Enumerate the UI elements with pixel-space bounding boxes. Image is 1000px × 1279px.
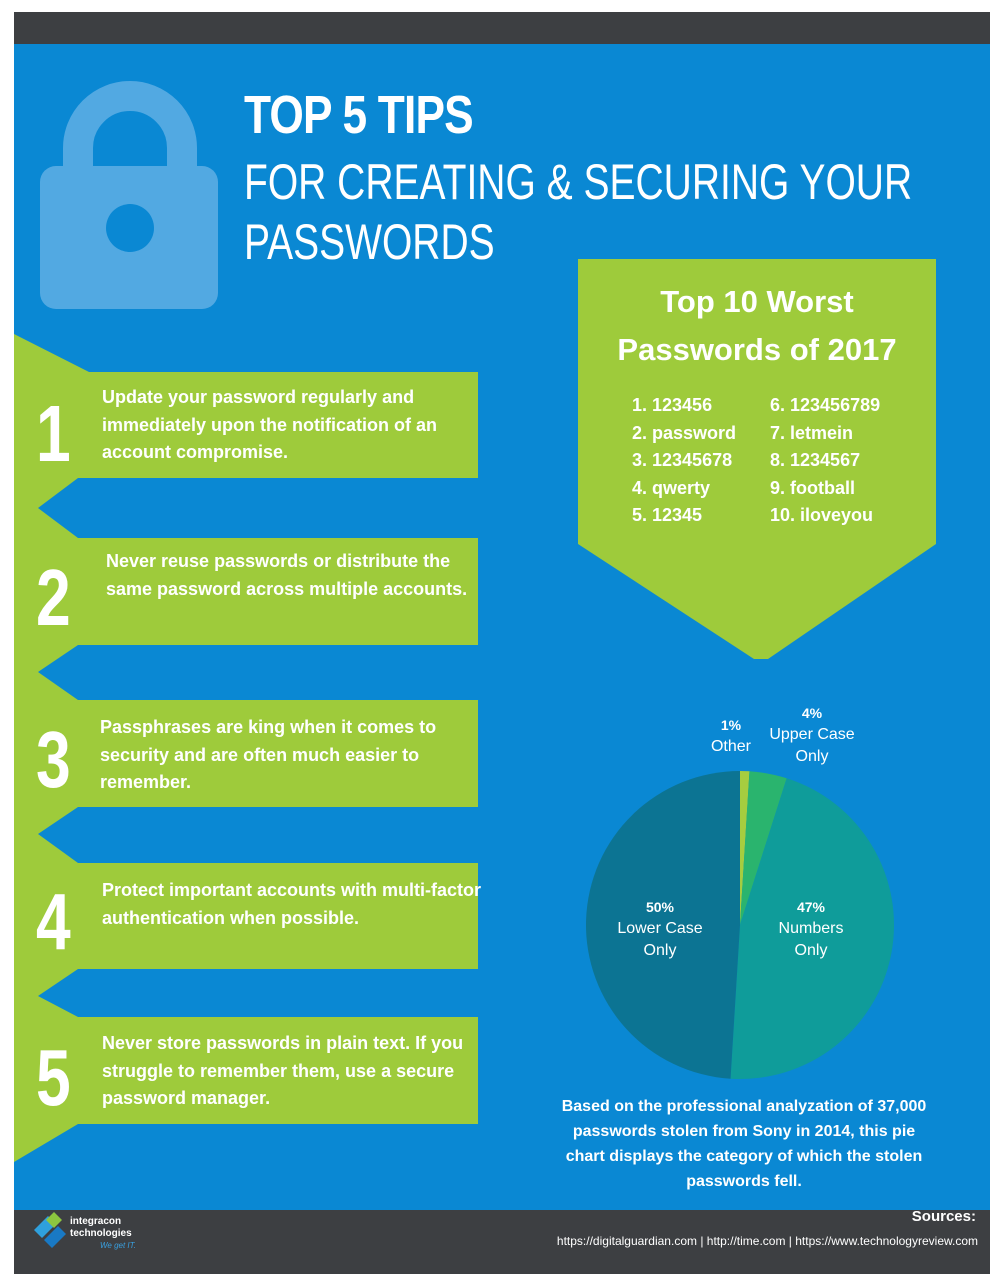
subtitle-line-1: FOR CREATING & SECURING YOUR	[244, 154, 913, 210]
tip-text-2: Never reuse passwords or distribute the same password across multiple accounts.	[106, 551, 468, 599]
slice-name: Numbers Only	[778, 920, 844, 959]
page-title: TOP 5 TIPS	[244, 85, 473, 145]
integracon-logo-icon	[30, 1210, 70, 1250]
slice-name: Lower Case Only	[617, 920, 703, 959]
logo-name-line-1: integracon	[70, 1216, 122, 1227]
worst-title-line-2: Passwords of 2017	[617, 332, 897, 367]
worst-item: 8. 1234567	[770, 450, 861, 470]
worst-item: 7. letmein	[770, 422, 854, 443]
slice-name: Other	[710, 738, 751, 755]
worst-item: 9. football	[770, 477, 855, 498]
slice-pct: 47%	[796, 899, 826, 915]
tip-text-4: Protect important accounts with multi-factor authentication when possible.	[102, 880, 482, 928]
slice-label-other	[702, 714, 760, 758]
tip-number-5: 5	[36, 1033, 71, 1122]
slice-pct: 1%	[720, 717, 742, 733]
worst-item: 3. 12345678	[632, 450, 733, 470]
slice-pct: 50%	[645, 899, 675, 915]
logo-tagline: We get IT.	[100, 1241, 137, 1250]
tip-text-3: Passphrases are king when it comes to security and are often much easier to remember.	[100, 717, 437, 792]
chart-caption: Based on the professional analyzation of 37,000 passwords stolen from Sony in 2014, this pie chart displays the category of which the stolen passwords fell.	[561, 1098, 927, 1190]
worst-title-line-1: Top 10 Worst	[660, 284, 854, 319]
worst-item: 5. 12345	[632, 505, 703, 525]
tip-number-3: 3	[36, 715, 71, 804]
worst-item: 6. 123456789	[770, 395, 881, 415]
worst-item: 1. 123456	[632, 395, 713, 415]
logo-name-line-2: technologies	[70, 1228, 132, 1239]
worst-item: 4. qwerty	[632, 477, 711, 498]
tip-text-5: Never store passwords in plain text. If you struggle to remember them, use a secure password manager.	[102, 1033, 464, 1108]
tip-number-2: 2	[36, 553, 71, 642]
logo-name	[70, 1216, 132, 1240]
slice-label-upper-case	[762, 702, 862, 768]
subtitle-line-2: PASSWORDS	[244, 214, 495, 270]
slice-name: Upper Case Only	[769, 726, 855, 765]
worst-item: 2. password	[632, 422, 737, 443]
tip-number-4: 4	[36, 877, 71, 966]
sources-links[interactable]: https://digitalguardian.com | http://time.com | https://www.technologyreview.com	[556, 1234, 978, 1248]
password-category-pie-chart	[14, 12, 990, 1212]
slice-pct: 4%	[801, 705, 823, 721]
tip-text-1: Update your password regularly and immediately upon the notification of an account compromise.	[102, 387, 438, 462]
tip-number-1: 1	[36, 389, 71, 478]
worst-item: 10. iloveyou	[770, 505, 874, 525]
slice-label-numbers	[766, 896, 856, 962]
infographic	[14, 12, 990, 1274]
sources-title: Sources:	[911, 1208, 976, 1225]
slice-label-lower-case	[610, 896, 710, 962]
